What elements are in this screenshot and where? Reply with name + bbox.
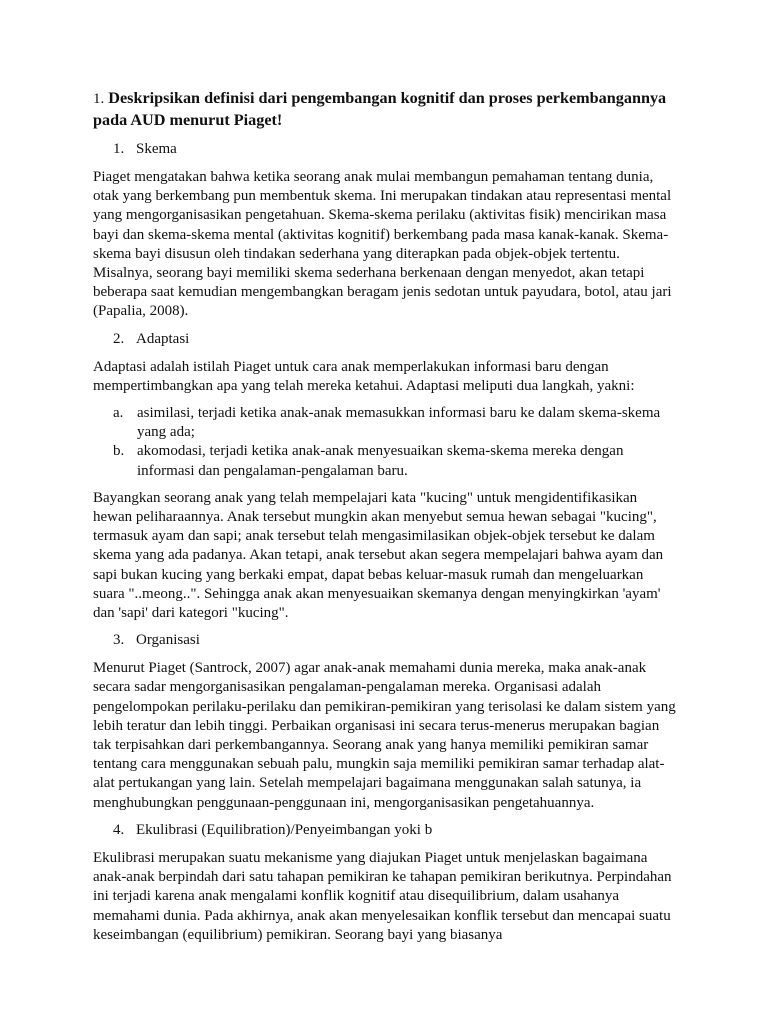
section-heading-skema xyxy=(93,140,676,159)
paragraph: Bayangkan seorang anak yang telah mempelajari kata "kucing" untuk mengidentifikasikan hewan peliharaannya. Anak tersebut mungkin akan menyebut semua hewan sebagai "kucing", termasuk ayam dan sapi; anak tersebut telah mengasimilasikan objek-objek tersebut ke dalam skema yang ada padanya. Akan tetapi, anak tersebut akan segera mempelajari bahwa ayam dan sapi bukan kucing yang berkaki empat, dapat bebas keluar-masuk rumah dan mengeluarkan suara "..meong..". Sehingga anak akan menyesuaikan skemanya dengan menyingkirkan 'ayam' dan 'sapi' dari kategori "kucing". xyxy=(93,489,664,622)
section-number: 2. xyxy=(113,330,125,347)
paragraph: Menurut Piaget (Santrock, 2007) agar anak-anak memahami dunia mereka, maka anak-anak secara sadar mengorganisasikan pengalaman-pengalaman mereka. Organisasi adalah pengelompokan perilaku-perilaku dan pemikiran-pemikiran yang terisolasi ke dalam sistem yang lebih teratur dan lebih tinggi. Perbaikan organisasi ini secara terus-menerus merupakan bagian tak terpisahkan dari perkembangannya. Seorang anak yang hanya memiliki pemikiran samar tentang cara menggunakan sebuah palu, mungkin saja memiliki pemikiran samar terhadap alat-alat pertukangan yang lain. Setelah mempelajari bagaimana menggunakan salah satunya, ia menghubungkan penggunaan-penggunaan ini, mengorganisasikan pengetahuannya. xyxy=(93,660,676,811)
paragraph: Adaptasi adalah istilah Piaget untuk cara anak memperlakukan informasi baru dengan mempertimbangkan apa yang telah mereka ketahui. Adaptasi meliputi dua langkah, yakni: xyxy=(93,358,635,394)
section-number: 4. xyxy=(113,821,125,838)
question-number: 1. xyxy=(93,91,105,107)
section-number: 3. xyxy=(113,632,125,649)
list-marker: a. xyxy=(113,405,124,422)
list-item-text: akomodasi, terjadi ketika anak-anak menyesuaikan skema-skema mereka dengan informasi dan pengalaman-pengalaman baru. xyxy=(137,443,624,479)
section-heading-adaptasi xyxy=(93,330,676,349)
sub-list xyxy=(93,404,676,481)
list-item-text: asimilasi, terjadi ketika anak-anak memasukkan informasi baru ke dalam skema-skema yang ada; xyxy=(137,405,661,441)
paragraph: Piaget mengatakan bahwa ketika seorang anak mulai membangun pemahaman tentang dunia, otak yang berkembang pun membentuk skema. Ini merupakan tindakan atau representasi mental yang mengorganisasikan pengetahuan. Skema-skema perilaku (aktivitas fisik) mencirikan masa bayi dan skema-skema mental (aktivitas kognitif) berkembang pada masa kanak-kanak. Skema-skema bayi disusun oleh tindakan sederhana yang diterapkan pada objek-objek tertentu. Misalnya, seorang bayi memiliki skema sederhana berkenaan dengan menyedot, akan tetapi beberapa saat kemudian mengembangkan beragam jenis sedotan untuk payudara, botol, atau jari (Papalia, 2008). xyxy=(93,169,672,320)
section-number: 1. xyxy=(113,141,125,157)
section-title: Skema xyxy=(136,141,177,157)
question-text: Deskripsikan definisi dari pengembangan kognitif dan proses perkembangannya pada AUD menurut Piaget! xyxy=(93,89,667,129)
section-title: Ekulibrasi (Equilibration)/Penyeimbangan yoki b xyxy=(136,821,433,838)
section-title: Adaptasi xyxy=(136,330,190,347)
question-title xyxy=(93,88,676,131)
section-heading-ekulibrasi xyxy=(93,821,676,840)
section-heading-organisasi xyxy=(93,631,676,650)
section-title: Organisasi xyxy=(136,632,200,649)
list-item xyxy=(93,442,676,480)
paragraph: Ekulibrasi merupakan suatu mekanisme yang diajukan Piaget untuk menjelaskan bagaimana anak-anak berpindah dari satu tahapan pemikiran ke tahapan pemikiran berikutnya. Perpindahan ini terjadi karena anak mengalami konflik kognitif atau disequilibrium, dalam usahanya memahami dunia. Pada akhirnya, anak akan menyelesaikan konflik tersebut dan mencapai suatu keseimbangan (equilibrium) pemikiran. Seorang bayi yang biasanya xyxy=(93,849,672,943)
list-marker: b. xyxy=(113,443,125,460)
list-item xyxy=(93,404,676,442)
